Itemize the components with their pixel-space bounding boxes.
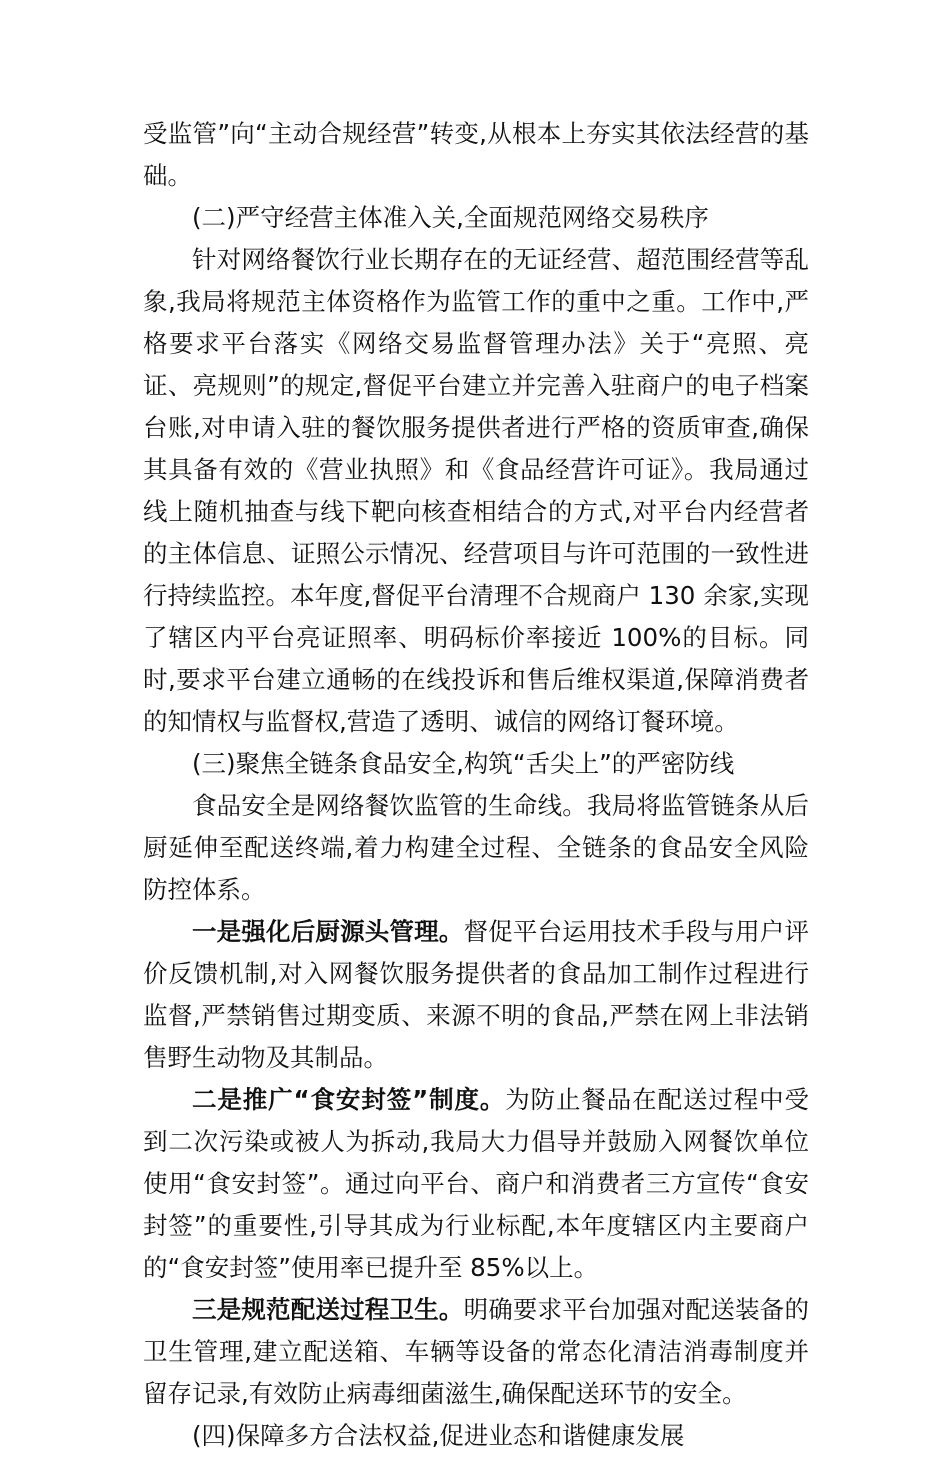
paragraph-text: 为防止餐品在配送过程中受到二次污染或被人为拆动,我局大力倡导并鼓励入网餐饮单位使用“食安封签”。通过向平台、商户和消费者三方宣传“食安封签”的重要性,引导其成为行业标配,本年度辖区内主要商户的“食安封签”使用率已提升至 85%以上。: [143, 1085, 810, 1282]
paragraph-body: 食品安全是网络餐饮监管的生命线。我局将监管链条从后厨延伸至配送终端,着力构建全过程、全链条的食品安全风险防控体系。: [143, 791, 809, 904]
paragraph-continuation: 受监管”向“主动合规经营”转变,从根本上夯实其依法经营的基础。: [143, 119, 809, 190]
paragraph-lead-2: [143, 1079, 809, 1289]
lead-phrase: 二是推广“食安封签”制度。: [192, 1085, 506, 1114]
paragraph-text: 明确要求平台加强对配送装备的卫生管理,建立配送箱、车辆等设备的常态化清洁消毒制度并留存记录,有效防止病毒细菌滋生,确保配送环节的安全。: [143, 1295, 809, 1408]
document-body: [143, 113, 809, 1457]
lead-phrase: 一是强化后厨源头管理。: [192, 917, 464, 946]
paragraph-body: 针对网络餐饮行业长期存在的无证经营、超范围经营等乱象,我局将规范主体资格作为监管工作的重中之重。工作中,严格要求平台落实《网络交易监督管理办法》关于“亮照、亮证、亮规则”的规定,督促平台建立并完善入驻商户的电子档案台账,对申请入驻的餐饮服务提供者进行严格的资质审查,确保其具备有效的《营业执照》和《食品经营许可证》。我局通过线上随机抽查与线下靶向核查相结合的方式,对平台内经营者的主体信息、证照公示情况、经营项目与许可范围的一致性进行持续监控。本年度,督促平台清理不合规商户 130 余家,实现了辖区内平台亮证照率、明码标价率接近 100%的目标。同时,要求平台建立通畅的在线投诉和售后维权渠道,保障消费者的知情权与监督权,营造了透明、诚信的网络订餐环境。: [143, 245, 809, 736]
paragraph-text: 督促平台运用技术手段与用户评价反馈机制,对入网餐饮服务提供者的食品加工制作过程进行监督,严禁销售过期变质、来源不明的食品,严禁在网上非法销售野生动物及其制品。: [143, 917, 809, 1072]
section-heading-4: (四)保障多方合法权益,促进业态和谐健康发展: [192, 1421, 685, 1450]
lead-phrase: 三是规范配送过程卫生。: [192, 1295, 464, 1324]
section-heading-3: (三)聚焦全链条食品安全,构筑“舌尖上”的严密防线: [192, 749, 735, 778]
paragraph-lead-1: [143, 911, 809, 1079]
section-heading-2: (二)严守经营主体准入关,全面规范网络交易秩序: [192, 203, 709, 232]
paragraph-lead-3: [143, 1289, 809, 1415]
